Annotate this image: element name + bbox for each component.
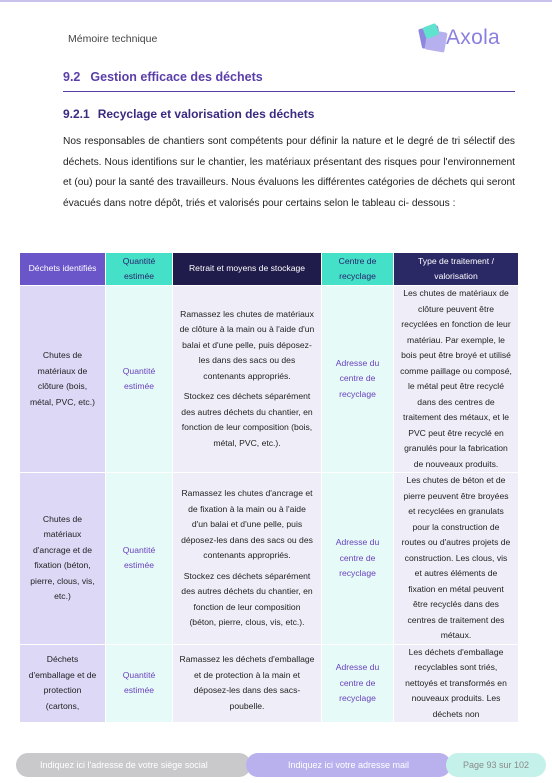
footer-page-number: Page 93 sur 102 xyxy=(446,753,546,777)
cell-quantity: Quantité estimée xyxy=(106,473,173,645)
cell-center: Adresse du centre de recyclage xyxy=(322,644,394,723)
section-title: Gestion efficace des déchets xyxy=(90,70,263,84)
footer-email: Indiquez ici votre adresse mail xyxy=(246,753,451,777)
cell-treatment: Les déchets d'emballage recyclables sont triés, nettoyés et transformés en nouveaux produits. Les déchets non xyxy=(394,644,519,723)
header-quantity: Quantité estimée xyxy=(106,253,173,286)
cell-waste: Chutes de matériaux de clôture (bois, métal, PVC, etc.) xyxy=(20,286,106,473)
header-removal: Retrait et moyens de stockage xyxy=(173,253,322,286)
section-number: 9.2 xyxy=(63,70,81,84)
removal-text: Stockez ces déchets séparément des autres déchets du chantier, en fonction de leur composition (béton, pierre, clous, vis, etc.). xyxy=(181,570,313,627)
table-row xyxy=(20,473,519,645)
cell-quantity: Quantité estimée xyxy=(106,644,173,723)
removal-text: Stockez ces déchets séparément des autres déchets du chantier, en fonction de leur composition (bois, métal, PVC, etc.). xyxy=(181,391,313,448)
cell-treatment: Les chutes de matériaux de clôture peuvent être recyclées en fonction de leur matériau. Par exemple, le bois peut être broyé et utilisé comme paillage ou composé, le métal peut être recyclé dans des centres de traitement des métaux, et le PVC peut être recyclé en granulés pour la fabrication de nouveaux produits. xyxy=(394,286,519,473)
table-row xyxy=(20,644,519,723)
cell-waste: Déchets d'emballage et de protection (cartons, xyxy=(20,644,106,723)
removal-text: Ramassez les chutes d'ancrage et de fixation à la main ou à l'aide d'un balai et d'une pelle, puis déposez-les dans des sacs ou des contenants appropriés. xyxy=(181,488,313,560)
cell-treatment: Les chutes de béton et de pierre peuvent être broyées et recyclées en granulats pour la construction de routes ou d'autres projets de construction. Les clous, vis et autres éléments de fixation en métal peuvent être recyclés dans des centres de traitement des métaux. xyxy=(394,473,519,645)
cell-removal xyxy=(173,286,322,473)
top-rule xyxy=(0,0,552,2)
cell-center: Adresse du centre de recyclage xyxy=(322,286,394,473)
header-center: Centre de recyclage xyxy=(322,253,394,286)
cell-quantity: Quantité estimée xyxy=(106,286,173,473)
footer-address: Indiquez ici l'adresse de votre siège social xyxy=(16,753,251,777)
subsection-number: 9.2.1 xyxy=(63,107,90,121)
company-logo xyxy=(416,20,516,56)
cell-removal xyxy=(173,473,322,645)
table-row xyxy=(20,286,519,473)
logo-icon xyxy=(416,21,450,55)
table-header-row xyxy=(20,253,519,286)
section-heading xyxy=(63,70,515,92)
subsection-title: Recyclage et valorisation des déchets xyxy=(97,107,315,121)
waste-table xyxy=(19,252,519,723)
header-treatment: Type de traitement / valorisation xyxy=(394,253,519,286)
logo-text: Axola xyxy=(446,26,501,49)
intro-paragraph: Nos responsables de chantiers sont compétents pour définir la nature et le degré de tri sélectif des déchets. Nous identifions sur le chantier, les matériaux présentant des risques pour l'environnement et (ou) pour la santé des travailleurs. Nous évaluons les différentes catégories de déchets qui seront évacués dans notre dépôt, triés et valorisés pour certains selon le tableau ci- dessous : xyxy=(63,136,515,209)
subsection-heading xyxy=(63,107,314,121)
header-waste: Déchets identifiés xyxy=(20,253,106,286)
cell-center: Adresse du centre de recyclage xyxy=(322,473,394,645)
cell-waste: Chutes de matériaux d'ancrage et de fixation (béton, pierre, clous, vis, etc.) xyxy=(20,473,106,645)
document-header-label: Mémoire technique xyxy=(68,33,158,45)
removal-text: Ramassez les chutes de matériaux de clôture à la main ou à l'aide d'un balai et d'une pelle, puis déposez-les dans des sacs ou des contenants appropriés. xyxy=(179,308,315,381)
cell-removal: Ramassez les déchets d'emballage et de protection à la main et déposez-les dans des sacs-poubelle. xyxy=(173,644,322,723)
